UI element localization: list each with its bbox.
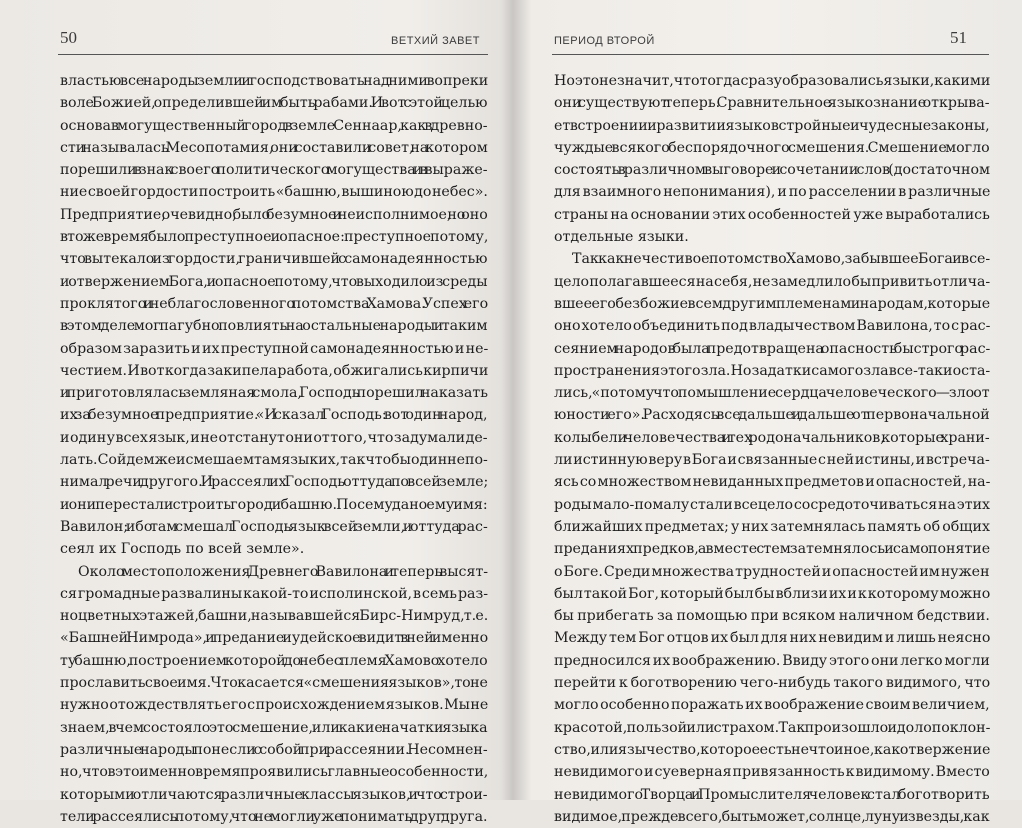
text-line: в то же время было преступное и опасное: преступное потому, <box>60 229 489 246</box>
text-line: «Башней Нимрода», и предание иудейское видит в ней именно <box>60 630 489 647</box>
text-line: и приготовлялась земляная смола, Господь порешил наказать <box>60 385 488 402</box>
page-number: 50 <box>60 28 77 47</box>
text-line: был такой Бог, который был бы вблизи их и к которому можно <box>554 585 991 602</box>
left-page-body <box>60 70 488 828</box>
text-line: знаем, в чем состояло это смешение, или какие начатки языка <box>60 719 488 736</box>
text-line: и один у всех язык, и не отстанут они от того, что задумали де- <box>60 429 488 446</box>
text-line: вшее его безбожие всем другим племенам и народам, которые <box>554 295 991 312</box>
text-line: Но это не значит, что тогда сразу образовались языки, какими <box>554 73 991 89</box>
text-line: властью все народы земли и господствовать над ними вопреки <box>60 73 489 89</box>
text-line: основав могущественный город в земле Сеннаар, как в древно- <box>60 117 488 134</box>
text-line: ство, или язычество, которое есть не что иное, как отвержение <box>554 741 991 758</box>
text-line: прославить свое имя. Что касается «смешения языков», то не <box>60 675 488 692</box>
text-line: тели рассеялись потому, что не могли уже понимать друг друга. <box>60 808 488 825</box>
text-line: сти называлась Месопотамия, они составили совет, на котором <box>60 139 488 156</box>
text-line: которыми отличаются различные классы языков, и что строи- <box>60 786 488 803</box>
text-line: невидимого Творца и Промыслителя человек стал боготворить <box>554 786 990 803</box>
text-line: ет в строении и развитии языков стройные и чудесные законы, <box>554 117 990 134</box>
text-line: Между тем Бог отцов их был для них невидим и лишь неясно <box>554 630 991 647</box>
header-rule <box>552 54 989 55</box>
text-line: и отвержением Бога, и опасное потому, что выходило из среды <box>60 273 488 290</box>
page-number: 51 <box>950 28 967 47</box>
text-line: ние своей гордости построить «башню, вышиною до небес». <box>60 184 488 201</box>
text-line: юности его». Расходясь все дальше и дальше от первоначальной <box>554 407 990 424</box>
text-line: их за безумное предприятие. «И сказал Господь: вот один народ, <box>60 407 488 424</box>
text-line: оно хотело объединить под владычеством Вавилона, то с рас- <box>554 318 991 335</box>
text-line: преданиях предков, а вместе с тем затемнялось и само понятие <box>554 541 991 558</box>
text-line: порешили в знак своего политического могущества и в выраже- <box>60 162 488 179</box>
text-line: могло особенно поражать их воображение своим величием, <box>554 697 990 714</box>
text-line: что вытекало из гордости, граничившей с самонадеянностью <box>60 251 488 268</box>
text-line: и они перестали строить город и башню. Посему дано ему имя: <box>60 496 488 513</box>
text-line: чуждые всякого беспорядочного смешения. Смешение могло <box>554 139 990 156</box>
text-line: о Боге. Среди множества трудностей и опасностей им нужен <box>554 563 990 580</box>
left-page <box>0 0 510 825</box>
text-line: нужно отождествлять его с происхождением языков. Мы не <box>60 697 489 714</box>
text-line: ясь со множеством невиданных предметов и опасностей, на- <box>554 474 991 491</box>
text-line: проклятого и неблагословенного потомства Хамова. Успех его <box>60 295 489 312</box>
text-line: Предприятие, очевидно, было безумное и неисполнимое, но оно <box>60 206 488 223</box>
header-rule <box>58 54 488 55</box>
text-line: различные народы понесли с собой при рассеянии. Несомнен- <box>60 741 488 758</box>
text-line: ли истинную веру в Бога и связанные с ней истины, и встреча- <box>554 452 990 469</box>
text-line: лать. Сойдем же и смешаем там язык их, так чтобы один не по- <box>60 452 488 469</box>
text-line: лись, «потому что помышление сердца человеческого — зло от <box>554 385 990 402</box>
text-line: красотой, пользой или страхом. Так произошло идолопоклон- <box>554 719 991 736</box>
text-line: но, что в это именно время проявились главные особенности, <box>60 764 489 781</box>
text-line: цело полагавшееся на себя, не замедлило бы привить отлича- <box>554 273 991 290</box>
text-line: сеянием народов была предотвращена опасность быстрого рас- <box>554 340 991 357</box>
text-line: отдельные языки. <box>554 229 689 246</box>
text-line: Около местоположения Древнего Вавилона и теперь высят- <box>78 563 489 580</box>
text-line: видимое, прежде всего, быть может, солнце, луну и звезды, как <box>554 808 990 825</box>
text-line: честием. И вот когда закипела работа, обжигались кирпичи <box>60 362 489 379</box>
text-line: невидимого и суеверная привязанность к видимому. Вместо <box>554 764 990 781</box>
text-line: колыбели человечества и тех родоначальников, которые храни- <box>554 429 990 446</box>
text-line: предносился их воображению. Ввиду этого они легко могли <box>554 652 990 669</box>
text-line: образом заразить и их преступной самонадеянностью и не- <box>60 340 489 357</box>
text-line: нимал речи другого. И рассеял их Господь оттуда по всей земле; <box>60 474 489 491</box>
text-line: сеял их Господь по всей земле». <box>60 541 305 558</box>
text-line: в этом деле мог пагубно повлиять на остальные народы и таким <box>60 318 488 335</box>
running-head: ПЕРИОД ВТОРОЙ <box>554 35 655 47</box>
text-line: ся громадные развалины какой-то исполинской, в семь раз- <box>60 585 489 602</box>
text-line: бы прибегать за помощью при всяком наличном бедствии. <box>554 608 990 625</box>
text-line: пространения этого зла. Но задатки самого зла все-таки оста- <box>554 362 991 379</box>
text-line: Вавилон; ибо там смешал Господь язык всей земли, и оттуда рас- <box>60 518 488 535</box>
text-line: состоять в различном выговоре и сочетании слов (достаточном <box>554 162 991 179</box>
text-line: роды мало-помалу стали всецело сосредоточиваться на этих <box>554 496 991 513</box>
text-line: ноцветных этажей, башни, называвшейся Бирс-Нимруд, т. е. <box>60 608 489 625</box>
text-line: страны на основании этих особенностей уже выработались <box>554 206 990 223</box>
right-page <box>512 0 1022 825</box>
text-line: Так как нечестивое потомство Хамово, забывшее Бога и все- <box>572 251 991 268</box>
text-line: ту башню, построением которой до небес племя Хамово хотело <box>60 652 488 669</box>
text-line: для взаимного непонимания), и по расселении в различные <box>554 184 991 201</box>
text-line: воле Божией, определившей им быть рабами. И вот с этой целью <box>60 95 488 112</box>
running-head: ВЕТХИЙ ЗАВЕТ <box>391 35 480 47</box>
text-line: перейти к боготворению чего-нибудь такого видимого, что <box>554 675 991 692</box>
right-page-body <box>554 70 990 828</box>
text-line: ближайших предметах; у них затемнялась память об общих <box>554 518 990 535</box>
text-line: они существуют теперь. Сравнительное языкознание открыва- <box>554 95 990 112</box>
